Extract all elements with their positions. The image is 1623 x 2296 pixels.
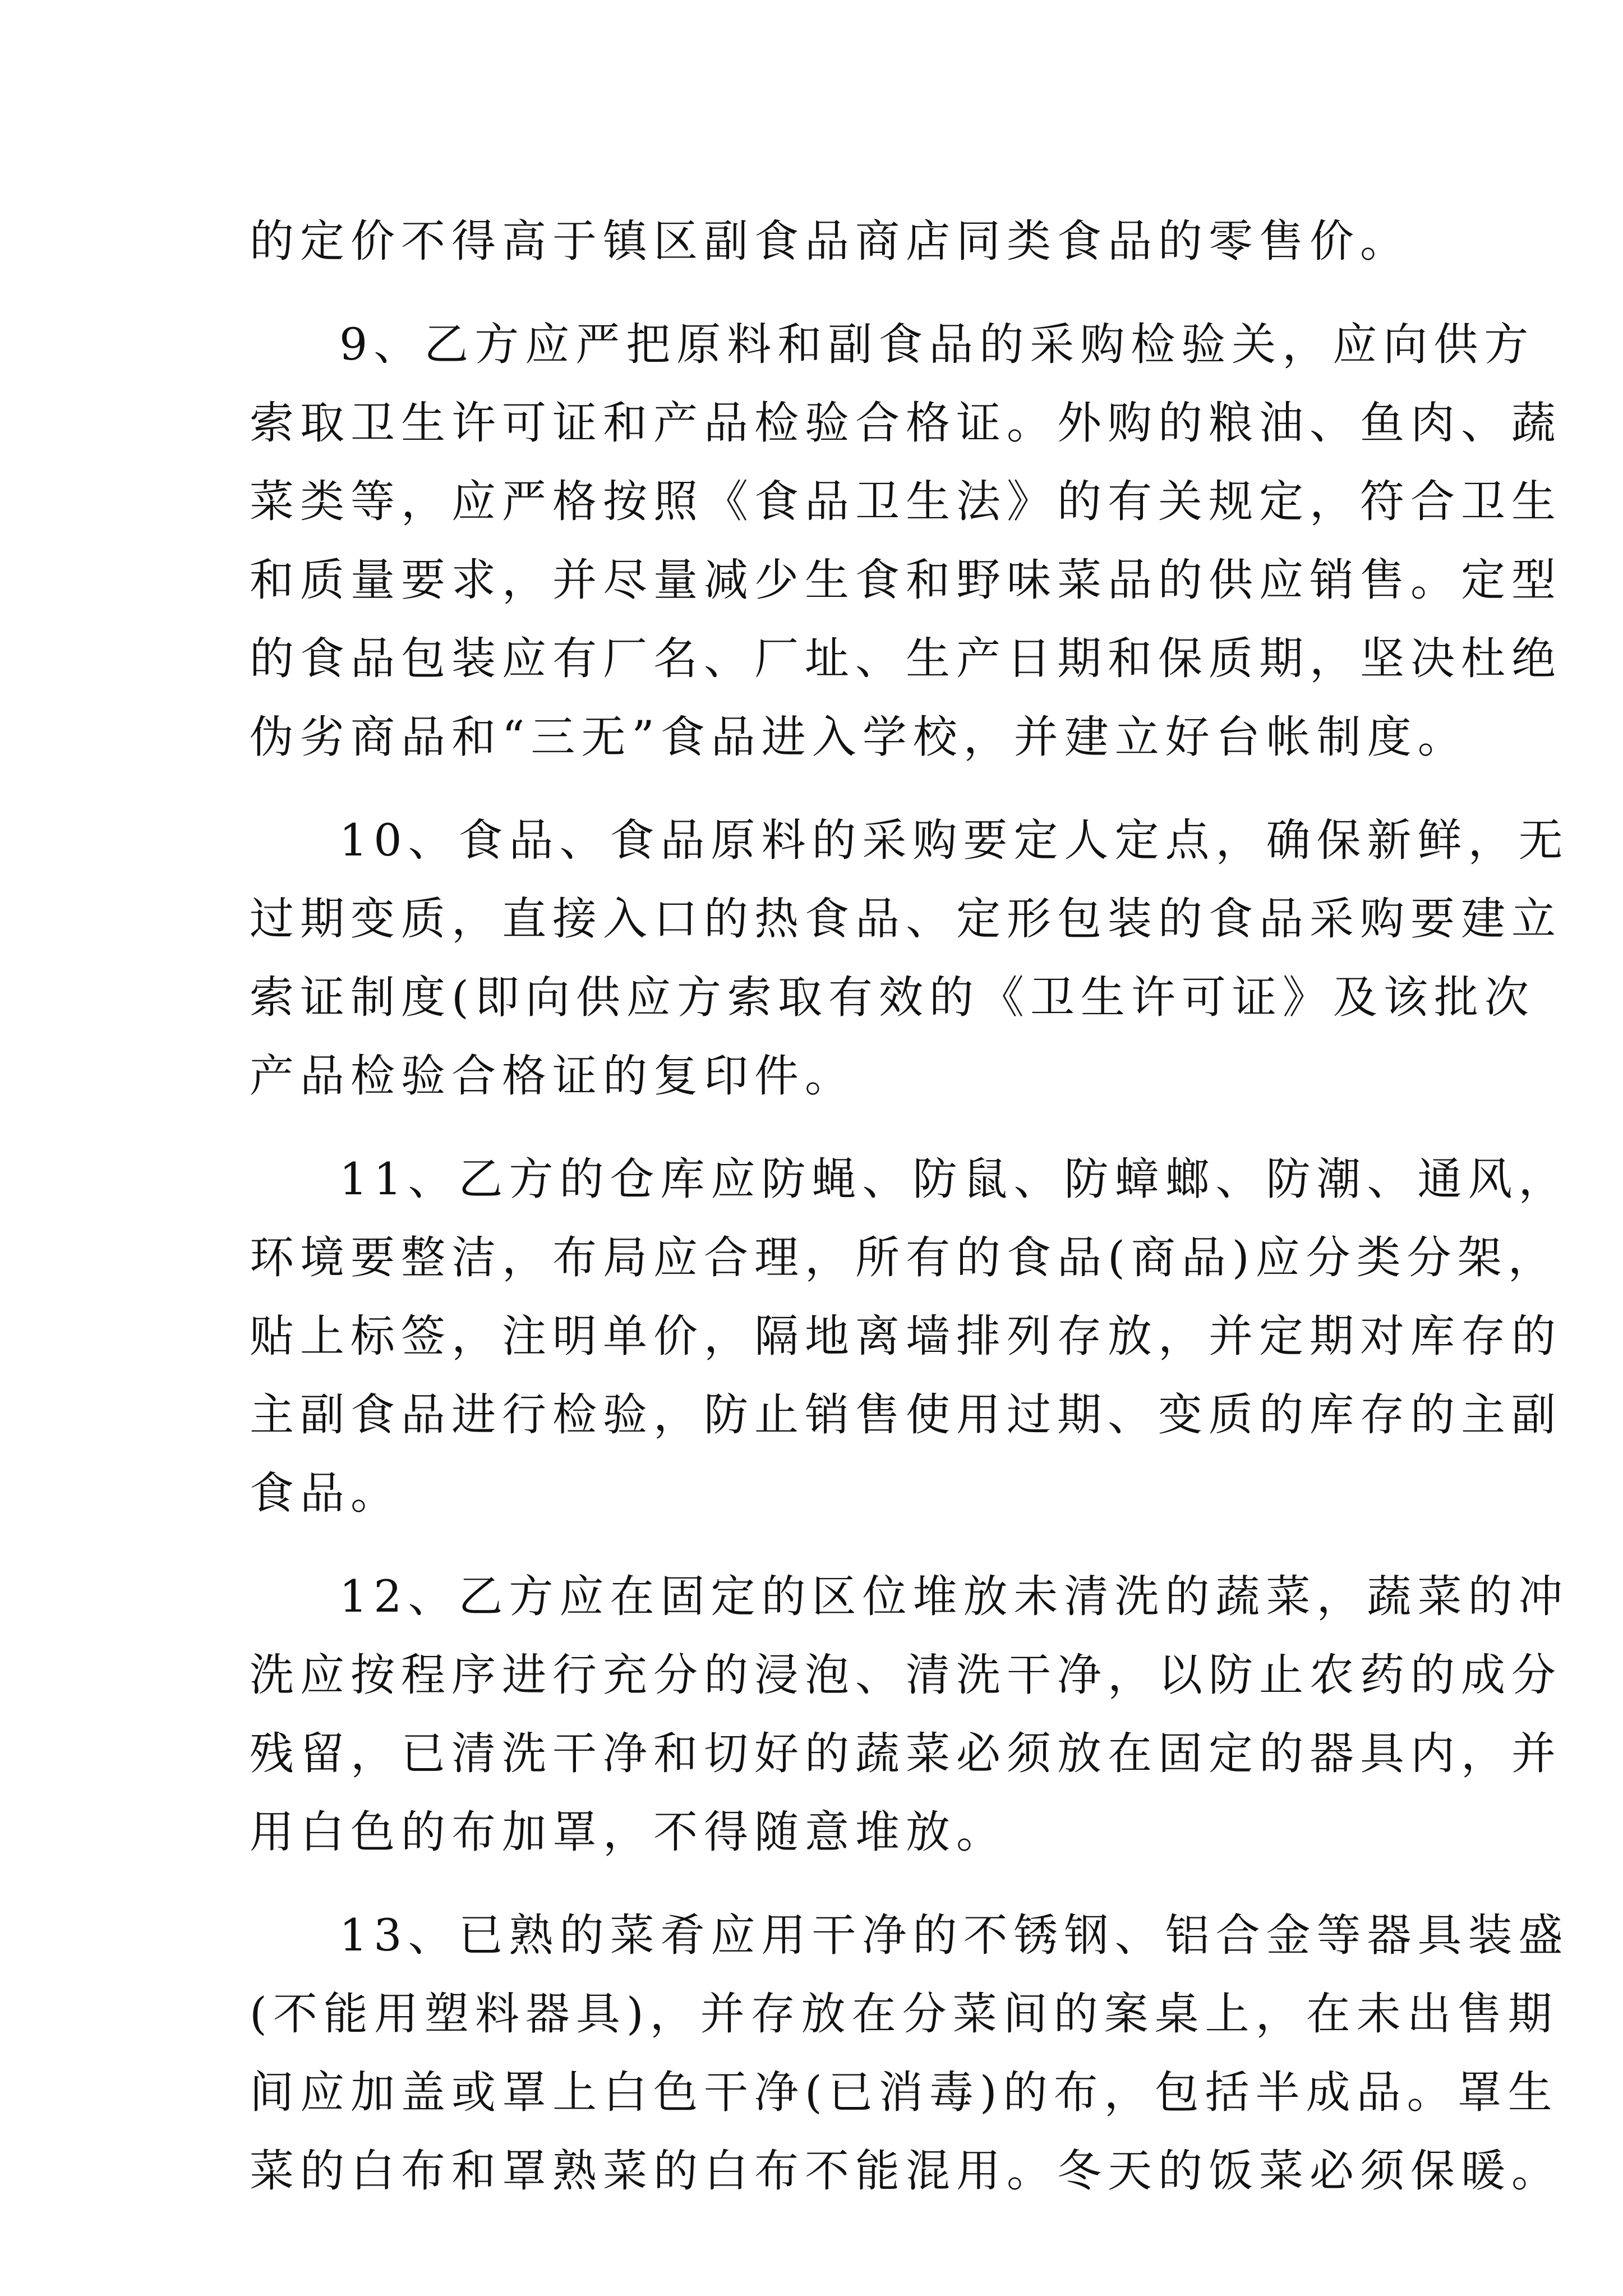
text-line: 食品。 [250, 1467, 401, 1519]
text-line: 索证制度(即向供应方索取有效的《卫生许可证》及该批次 [250, 972, 1535, 1023]
text-line: 9、乙方应严把原料和副食品的采购检验关，应向供方 [339, 319, 1535, 370]
text-line: 和质量要求，并尽量减少生食和野味菜品的供应销售。定型 [250, 554, 1562, 606]
text-line: 贴上标签，注明单价，隔地离墙排列存放，并定期对库存的 [250, 1310, 1562, 1362]
text-line: 用白色的布加罩，不得随意堆放。 [250, 1806, 1007, 1858]
text-line: 的定价不得高于镇区副食品商店同类食品的零售价。 [250, 215, 1410, 267]
text-line: 的食品包装应有厂名、厂址、生产日期和保质期，坚决杜绝 [250, 633, 1562, 684]
text-line: 菜的白布和罩熟菜的白布不能混用。冬天的饭菜必须保暖。 [250, 2145, 1562, 2197]
paragraph-continuation [250, 202, 1416, 280]
text-line: 残留，已清洗干净和切好的蔬菜必须放在固定的器具内，并 [250, 1728, 1562, 1779]
paragraph-item-12 [250, 1557, 1569, 1871]
text-line: 13、已熟的菜肴应用干净的不锈钢、铝合金等器具装盛 [339, 1910, 1569, 1961]
paragraph-item-9 [250, 305, 1562, 776]
text-line: 间应加盖或罩上白色干净(已消毒)的布，包括半成品。罩生 [250, 2067, 1559, 2118]
paragraph-item-10 [250, 801, 1569, 1115]
text-line: 过期变质，直接入口的热食品、定形包装的食品采购要建立 [250, 893, 1562, 945]
text-line: 主副食品进行检验，防止销售使用过期、变质的库存的主副 [250, 1389, 1562, 1441]
document-body [250, 202, 1569, 2235]
text-line: 洗应按程序进行充分的浸泡、清洗干净，以防止农药的成分 [250, 1649, 1562, 1701]
text-line: 菜类等，应严格按照《食品卫生法》的有关规定，符合卫生 [250, 476, 1562, 527]
text-line: 11、乙方的仓库应防蝇、防鼠、防蟑螂、防潮、通风， [339, 1153, 1569, 1205]
text-line: 环境要整洁，布局应合理，所有的食品(商品)应分类分架， [250, 1232, 1559, 1283]
text-line: 12、乙方应在固定的区位堆放未清洗的蔬菜，蔬菜的冲 [339, 1571, 1569, 1622]
text-line: 产品检验合格证的复印件。 [250, 1050, 855, 1102]
paragraph-item-13 [250, 1896, 1569, 2210]
text-line: 索取卫生许可证和产品检验合格证。外购的粮油、鱼肉、蔬 [250, 397, 1562, 449]
text-line: (不能用塑料器具)，并存放在分菜间的案桌上，在未出售期 [250, 1988, 1559, 2040]
text-line: 10、食品、食品原料的采购要定人定点，确保新鲜，无 [339, 815, 1569, 866]
text-line: 伪劣商品和“三无”食品进入学校，并建立好台帐制度。 [250, 711, 1468, 763]
paragraph-item-11 [250, 1140, 1569, 1533]
